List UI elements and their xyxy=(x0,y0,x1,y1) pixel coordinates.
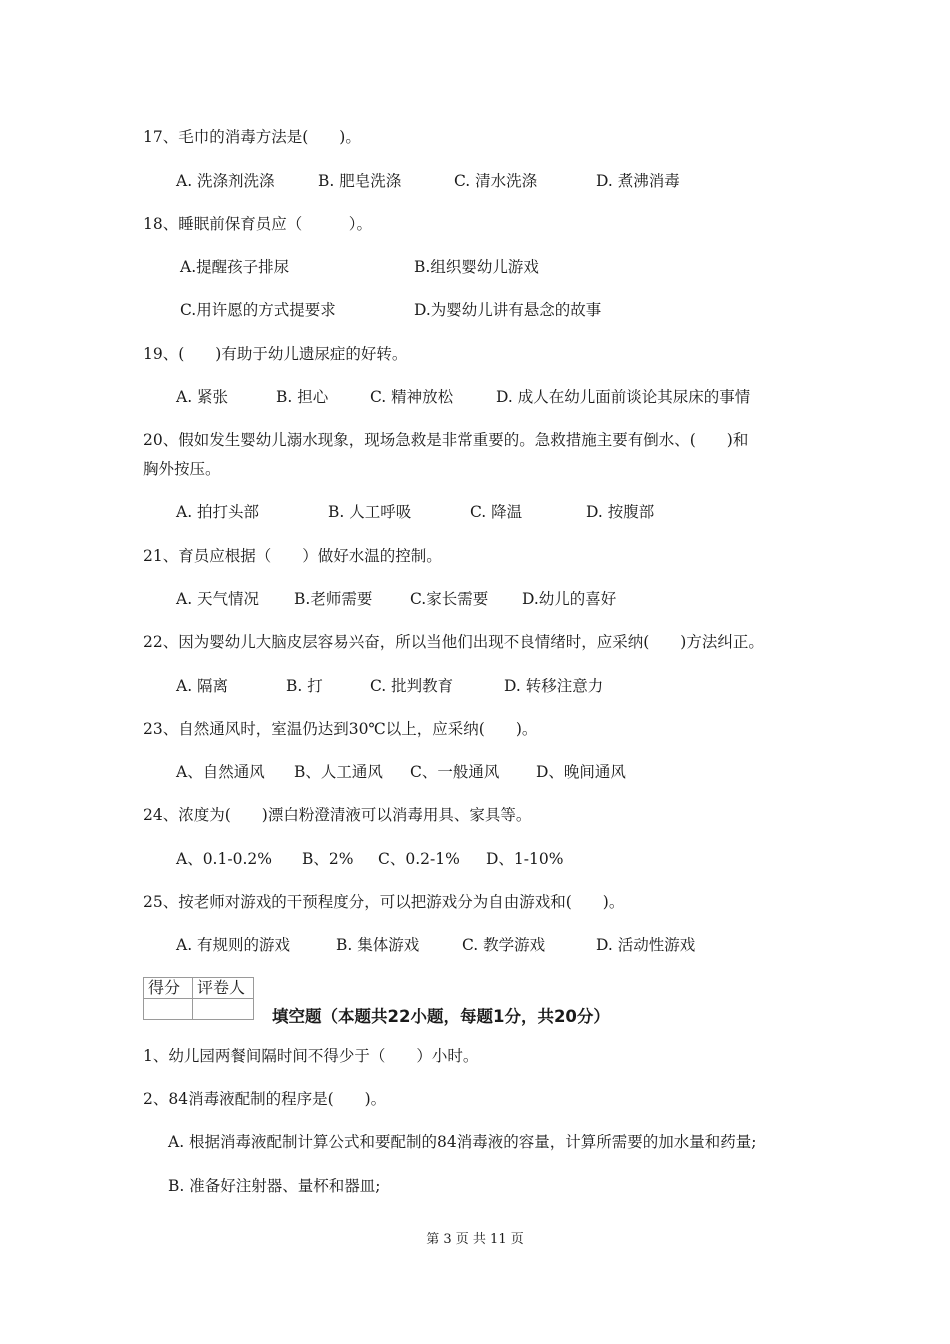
question-24-stem: 24、浓度为( )漂白粉澄清液可以消毒用具、家具等。 xyxy=(143,806,532,824)
question-23-option-b: B、人工通风 xyxy=(294,763,383,781)
question-18-stem: 18、睡眠前保育员应（ ）。 xyxy=(143,215,372,233)
fill-question-2-line-a: A. 根据消毒液配制计算公式和要配制的84消毒液的容量，计算所需要的加水量和药量; xyxy=(168,1133,757,1151)
question-24-option-d: D、1-10% xyxy=(486,850,564,868)
question-21-option-b: B.老师需要 xyxy=(294,590,373,608)
fill-question-2-line-b: B. 准备好注射器、量杯和器皿; xyxy=(168,1177,381,1195)
question-17-stem: 17、毛巾的消毒方法是( )。 xyxy=(143,128,361,146)
question-22-option-d: D. 转移注意力 xyxy=(504,677,604,695)
fill-question-2-stem: 2、84消毒液配制的程序是( )。 xyxy=(143,1090,387,1108)
score-table xyxy=(143,977,254,1020)
question-20-option-c: C. 降温 xyxy=(470,503,523,521)
question-17-option-c: C. 清水洗涤 xyxy=(454,172,538,190)
question-17-option-b: B. 肥皂洗涤 xyxy=(318,172,402,190)
question-18-option-d: D.为婴幼儿讲有悬念的故事 xyxy=(414,301,602,319)
grader-label: 评卷人 xyxy=(193,978,254,999)
question-20-stem-continued: 胸外按压。 xyxy=(143,460,221,478)
question-21-stem: 21、育员应根据（ ）做好水温的控制。 xyxy=(143,547,442,565)
score-label: 得分 xyxy=(144,978,193,999)
question-24-option-b: B、2% xyxy=(302,850,354,868)
section-title: 填空题（本题共22小题，每题1分，共20分） xyxy=(272,1007,610,1026)
question-21-option-c: C.家长需要 xyxy=(410,590,489,608)
question-22-option-b: B. 打 xyxy=(286,677,323,695)
question-23-stem: 23、自然通风时，室温仍达到30℃以上，应采纳( )。 xyxy=(143,720,538,738)
question-25-stem: 25、按老师对游戏的干预程度分，可以把游戏分为自由游戏和( )。 xyxy=(143,893,625,911)
question-22-option-a: A. 隔离 xyxy=(176,677,229,695)
question-19-stem: 19、( )有助于幼儿遗尿症的好转。 xyxy=(143,345,408,363)
question-25-option-a: A. 有规则的游戏 xyxy=(176,936,291,954)
question-21-option-a: A. 天气情况 xyxy=(176,590,260,608)
question-18-option-c: C.用许愿的方式提要求 xyxy=(180,301,336,319)
question-23-option-a: A、自然通风 xyxy=(176,763,265,781)
question-25-option-c: C. 教学游戏 xyxy=(462,936,546,954)
question-19-option-d: D. 成人在幼儿面前谈论其尿床的事情 xyxy=(496,388,751,406)
score-cell xyxy=(144,999,193,1020)
question-19-option-c: C. 精神放松 xyxy=(370,388,454,406)
page-footer: 第 3 页 共 11 页 xyxy=(426,1232,524,1247)
question-20-option-a: A. 拍打头部 xyxy=(176,503,260,521)
question-23-option-c: C、一般通风 xyxy=(410,763,500,781)
fill-question-1-stem: 1、幼儿园两餐间隔时间不得少于（ ）小时。 xyxy=(143,1047,479,1065)
question-21-option-d: D.幼儿的喜好 xyxy=(522,590,617,608)
question-24-option-c: C、0.2-1% xyxy=(378,850,460,868)
question-24-option-a: A、0.1-0.2% xyxy=(176,850,272,868)
question-20-stem: 20、假如发生婴幼儿溺水现象，现场急救是非常重要的。急救措施主要有倒水、( )和 xyxy=(143,431,749,449)
question-23-option-d: D、晚间通风 xyxy=(536,763,626,781)
question-17-option-a: A. 洗涤剂洗涤 xyxy=(176,172,275,190)
question-20-option-d: D. 按腹部 xyxy=(586,503,655,521)
question-19-option-b: B. 担心 xyxy=(276,388,329,406)
question-22-option-c: C. 批判教育 xyxy=(370,677,454,695)
question-18-option-b: B.组织婴幼儿游戏 xyxy=(414,258,539,276)
question-18-option-a: A.提醒孩子排尿 xyxy=(180,258,290,276)
question-25-option-d: D. 活动性游戏 xyxy=(596,936,696,954)
question-19-option-a: A. 紧张 xyxy=(176,388,229,406)
grader-cell xyxy=(193,999,254,1020)
question-25-option-b: B. 集体游戏 xyxy=(336,936,420,954)
question-17-option-d: D. 煮沸消毒 xyxy=(596,172,680,190)
question-22-stem: 22、因为婴幼儿大脑皮层容易兴奋，所以当他们出现不良情绪时，应采纳( )方法纠正。 xyxy=(143,633,764,651)
question-20-option-b: B. 人工呼吸 xyxy=(328,503,412,521)
